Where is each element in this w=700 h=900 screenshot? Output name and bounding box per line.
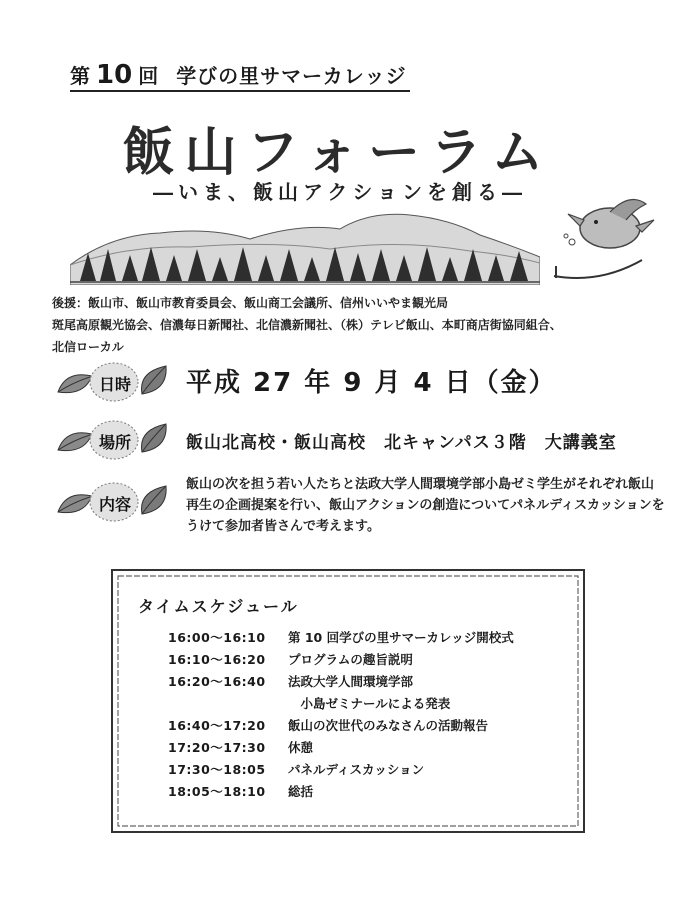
venue-badge	[52, 414, 172, 470]
content-label: 内容	[98, 495, 131, 514]
schedule-row	[168, 782, 588, 804]
schedule-item: 休憩	[288, 740, 314, 755]
schedule-list	[168, 628, 588, 804]
venue-value: 飯山北高校・飯山高校 北キャンパス３階 大講義室	[186, 433, 617, 453]
page-title: 飯山フォーラム	[122, 122, 554, 183]
content-badge	[52, 476, 172, 532]
schedule-row	[168, 672, 588, 694]
schedule-row	[168, 694, 588, 716]
schedule-box	[108, 566, 588, 836]
sponsors-line: 後援：飯山市、飯山市教育委員会、飯山商工会議所、信州いいやま観光局	[52, 296, 449, 310]
schedule-time: 16:00～16:10	[168, 630, 266, 645]
schedule-time: 17:20～17:30	[168, 740, 266, 755]
series-prefix: 第	[70, 64, 90, 88]
schedule-item: 法政大学人間環境学部	[288, 674, 414, 689]
venue-row	[52, 414, 672, 474]
schedule-row	[168, 650, 588, 672]
content-row	[52, 470, 672, 540]
schedule-row	[168, 760, 588, 782]
date-label: 日時	[98, 375, 131, 394]
content-description: 飯山の次を担う若い人たちと法政大学人間環境学部小島ゼミ学生がそれぞれ飯山再生の企画提案を行い、飯山アクションの創造についてパネルディスカッションをうけて参加者皆さんで考えます。	[186, 477, 665, 534]
series-number: 10	[96, 60, 133, 90]
bird-icon	[550, 190, 660, 300]
sponsors-list	[52, 292, 662, 358]
schedule-item: 飯山の次世代のみなさんの活動報告	[288, 718, 489, 733]
venue-label: 場所	[98, 433, 131, 452]
schedule-item: パネルディスカッション	[288, 762, 425, 777]
schedule-row	[168, 738, 588, 760]
series-suffix: 回	[138, 64, 159, 88]
schedule-time: 16:10～16:20	[168, 652, 266, 667]
schedule-item: プログラムの趣旨説明	[288, 652, 413, 667]
date-value: 平成 27 年 9 月 4 日（金）	[186, 368, 557, 398]
schedule-row	[168, 716, 588, 738]
leaf-icon	[138, 364, 168, 396]
date-badge	[52, 356, 172, 412]
page-subtitle: ―いま、飯山アクションを創る―	[153, 180, 527, 204]
sponsors-line: 北信ローカル	[52, 340, 124, 354]
schedule-item: 第 10 回学びの里サマーカレッジ開校式	[288, 630, 514, 645]
date-row	[52, 356, 672, 416]
schedule-time: 17:30～18:05	[168, 762, 266, 777]
schedule-item: 総括	[288, 784, 314, 799]
sponsors-line: 斑尾高原観光協会、信濃毎日新聞社、北信濃新聞社、（株）テレビ飯山、本町商店街協同組合、	[52, 318, 562, 332]
schedule-title: タイムスケジュール	[138, 597, 299, 616]
schedule-time: 16:40～17:20	[168, 718, 266, 733]
mountain-illustration	[70, 205, 540, 285]
schedule-time: 16:20～16:40	[168, 674, 266, 689]
leaf-icon	[138, 422, 168, 454]
schedule-row	[168, 628, 588, 650]
schedule-item: 小島ゼミナールによる発表	[288, 696, 451, 711]
schedule-time: 18:05～18:10	[168, 784, 266, 799]
series-title: 学びの里サマーカレッジ	[176, 64, 407, 88]
series-header	[70, 60, 410, 92]
leaf-icon	[138, 484, 168, 516]
